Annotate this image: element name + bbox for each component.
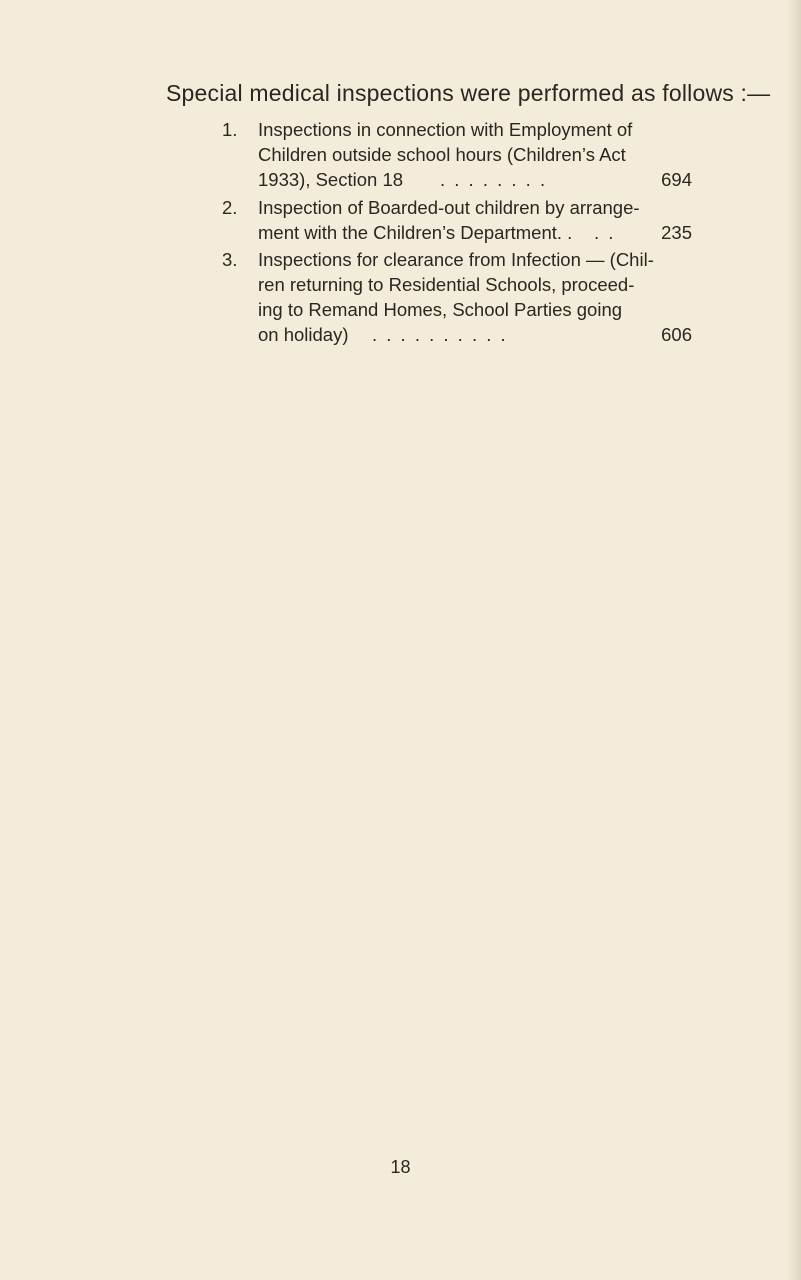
page-number: 18 xyxy=(390,1157,411,1177)
item-line-last: 1933), Section 18 . . . . . . . . 694 xyxy=(258,169,692,190)
item-value: 235 xyxy=(661,222,692,243)
item-line: Children outside school hours (Children’s Act xyxy=(258,144,626,165)
list-item xyxy=(222,247,692,347)
item-line: Inspection of Boarded-out children by arrange- xyxy=(258,197,640,218)
dot-leader: . . . . . . . . . . xyxy=(372,324,508,345)
dot-leader: . . xyxy=(594,222,616,243)
item-value: 606 xyxy=(661,324,692,345)
item-line: ing to Remand Homes, School Parties going xyxy=(258,299,623,320)
page-edge-shadow xyxy=(787,0,801,1280)
item-number: 2. xyxy=(222,197,238,218)
item-number: 1. xyxy=(222,119,238,140)
heading: Special medical inspections were performed as follows :— xyxy=(166,80,771,106)
item-line: ren returning to Residential Schools, proceed- xyxy=(258,274,635,295)
item-line-last: on holiday) . . . . . . . . . . 606 xyxy=(258,324,692,345)
list-item xyxy=(222,195,692,245)
dot-leader: . . . . . . . . xyxy=(440,169,548,190)
item-value: 694 xyxy=(661,169,692,190)
item-number: 3. xyxy=(222,249,238,270)
item-line: Inspections for clearance from Infection — (Chil- xyxy=(258,249,654,270)
item-line-last: ment with the Children’s Department. . . . 235 xyxy=(258,222,692,243)
item-line: Inspections in connection with Employment of xyxy=(258,119,633,140)
list-item xyxy=(222,117,692,192)
